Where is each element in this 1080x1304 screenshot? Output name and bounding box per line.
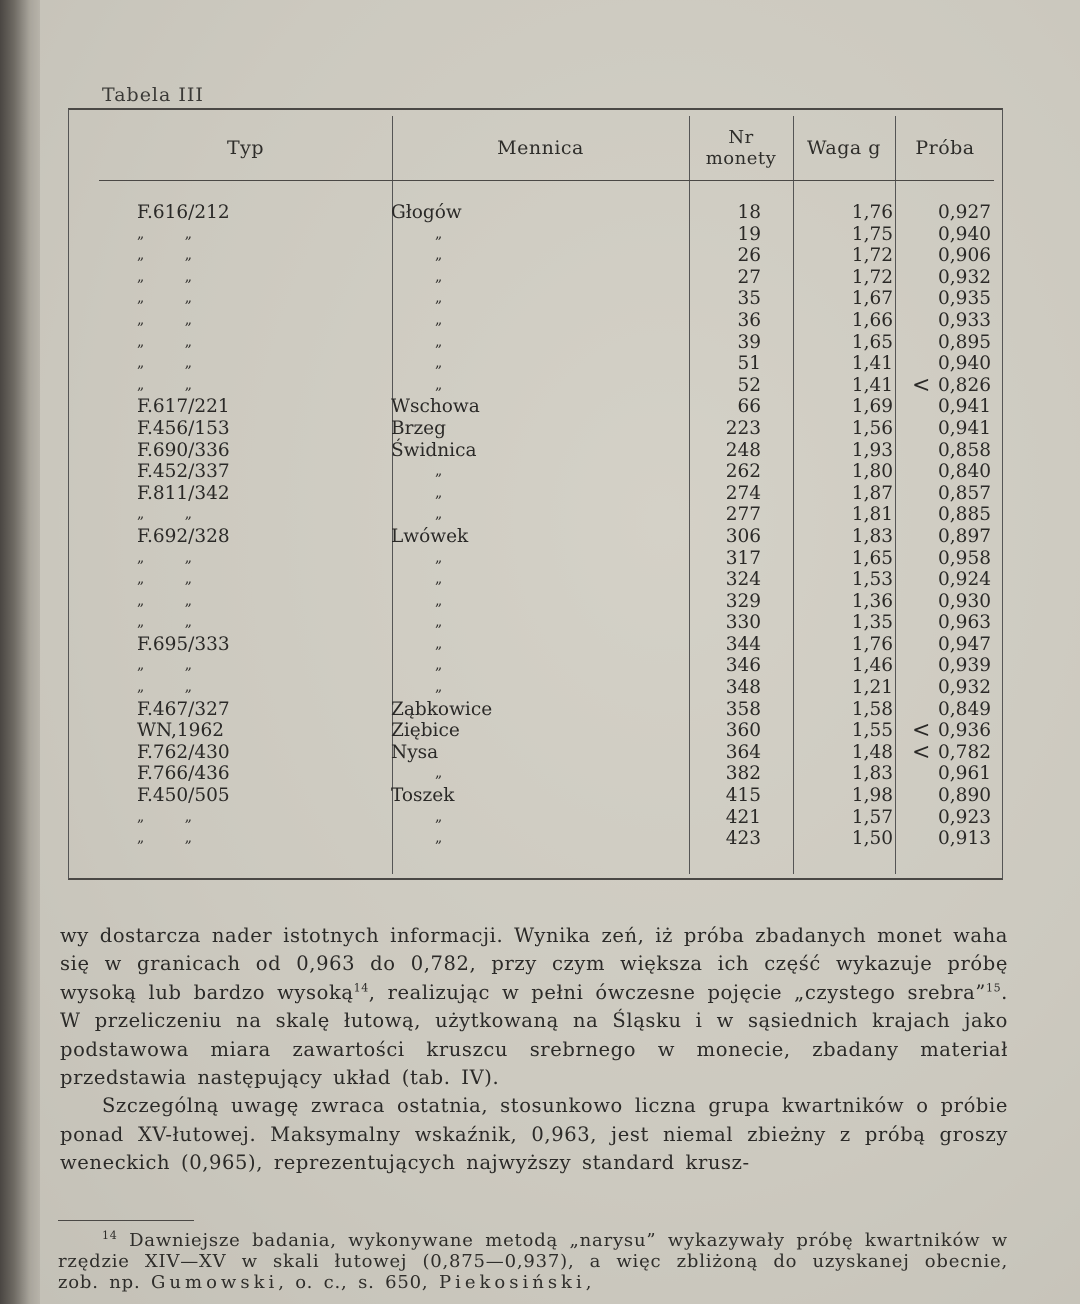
cell-nr-monety: 364: [725, 741, 761, 763]
table-row: [69, 504, 1002, 526]
table-row: [69, 591, 1002, 613]
cell-nr-monety: 262: [725, 461, 761, 483]
cell-mennica: „: [435, 765, 443, 782]
cell-typ: „ „: [137, 311, 210, 328]
cell-proba: 0,840: [938, 461, 991, 483]
table-row: [69, 526, 1002, 548]
cell-mennica: Lwówek: [391, 525, 469, 547]
cell-waga: 1,75: [851, 223, 893, 245]
cell-nr-monety: 382: [725, 763, 761, 785]
cell-nr-monety: 52: [737, 374, 761, 396]
cell-proba: 0,906: [938, 245, 991, 267]
table-row: [69, 372, 1002, 398]
cell-waga: 1,72: [851, 245, 893, 267]
cell-typ: „ „: [137, 247, 210, 264]
cell-nr-monety: 277: [725, 504, 761, 526]
paragraph: Szczególną uwagę zwraca ostatnia, stosunkowo liczna grupa kwartników o próbie ponad XV-łutowej. Maksymalny wskaźnik, 0,963, jest niemal zbieżny z próbą groszy weneckich (0,965), reprezentujących najwyższy standard krusz-: [60, 1094, 1008, 1175]
cell-mennica: „: [435, 290, 443, 307]
cell-typ: „ „: [137, 376, 210, 393]
cell-typ: F.450/505: [137, 785, 230, 807]
cell-proba: 0,933: [938, 309, 991, 331]
cell-waga: 1,67: [851, 288, 893, 310]
cell-waga: 1,65: [851, 331, 893, 353]
cell-proba: 0,958: [938, 547, 991, 569]
cell-nr-monety: 26: [737, 245, 761, 267]
cell-mennica: Brzeg: [391, 417, 446, 439]
cell-nr-monety: 306: [725, 525, 761, 547]
cell-nr-monety: 19: [737, 223, 761, 245]
footnote-number: 14: [102, 1229, 118, 1242]
cell-mennica: „: [435, 376, 443, 393]
cell-typ: „ „: [137, 355, 210, 372]
cell-mennica: „: [435, 463, 443, 480]
table-row: [69, 288, 1002, 310]
cell-mennica: Nysa: [391, 741, 439, 763]
table-row: [69, 353, 1002, 375]
table-row: [69, 763, 1002, 785]
table-row: [69, 418, 1002, 440]
cell-nr-monety: 27: [737, 266, 761, 288]
cell-mennica: Ziębice: [391, 720, 460, 742]
less-than-mark: <: [912, 372, 931, 398]
paragraph-text: , realizując w pełni ówczesne pojęcie „czystego srebra”: [368, 980, 986, 1004]
header-waga: Waga g: [807, 136, 881, 159]
cell-waga: 1,65: [851, 547, 893, 569]
cell-waga: 1,81: [851, 504, 893, 526]
table-caption: Tabela III: [102, 84, 204, 106]
cell-typ: F.616/212: [137, 202, 230, 223]
cell-proba: 0,782: [938, 741, 991, 763]
cell-waga: 1,46: [851, 655, 893, 677]
cell-typ: „ „: [137, 614, 210, 631]
cell-typ: F.456/153: [137, 417, 230, 439]
footnote-rule: [58, 1220, 194, 1221]
cell-mennica: „: [435, 592, 443, 609]
cell-nr-monety: 329: [725, 590, 761, 612]
cell-proba: 0,939: [938, 655, 991, 677]
cell-proba: 0,941: [938, 417, 991, 439]
cell-waga: 1,57: [851, 806, 893, 828]
cell-proba: 0,947: [938, 633, 991, 655]
cell-typ: F.617/221: [137, 396, 230, 418]
cell-proba: 0,924: [938, 569, 991, 591]
body-text: [60, 922, 1008, 1178]
table-row: [69, 440, 1002, 462]
cell-proba: 0,932: [938, 266, 991, 288]
table-row: [69, 396, 1002, 418]
cell-waga: 1,69: [851, 396, 893, 418]
cell-mennica: „: [435, 247, 443, 264]
cell-proba: 0,936: [938, 720, 991, 742]
cell-typ: „ „: [137, 549, 210, 566]
cell-proba: 0,941: [938, 396, 991, 418]
table-row: [69, 655, 1002, 677]
cell-proba: 0,857: [938, 482, 991, 504]
paragraph-text: wy dostarcza nader istotnych informacji. Wynika zeń, iż próba zbadanych monet waha się w granicach od 0,963 do 0,782, przy czym większa ich część wykazuje próbę wysoką lub bardzo wysoką: [60, 924, 1008, 1004]
cell-typ: „ „: [137, 657, 210, 674]
cell-nr-monety: 360: [725, 720, 761, 742]
cell-waga: 1,36: [851, 590, 893, 612]
cell-mennica: Ząbkowice: [391, 698, 493, 720]
cell-proba: 0,932: [938, 677, 991, 699]
table-row: [69, 202, 1002, 224]
cell-mennica: „: [435, 506, 443, 523]
header-nr-line2: monety: [705, 148, 777, 169]
cell-nr-monety: 274: [725, 482, 761, 504]
paragraph: [60, 922, 1008, 1092]
table-row: [69, 699, 1002, 721]
footnote-author: Piekosiński: [438, 1272, 586, 1293]
cell-nr-monety: 423: [725, 828, 761, 850]
cell-mennica: „: [435, 225, 443, 242]
cell-waga: 1,56: [851, 417, 893, 439]
cell-typ: F.467/327: [137, 698, 230, 720]
cell-mennica: „: [435, 679, 443, 696]
cell-proba: 0,961: [938, 763, 991, 785]
table-row: [69, 245, 1002, 267]
table-row: [69, 720, 1002, 742]
cell-typ: „ „: [137, 592, 210, 609]
cell-mennica: Głogów: [391, 202, 462, 223]
cell-waga: 1,80: [851, 461, 893, 483]
cell-waga: 1,83: [851, 525, 893, 547]
cell-mennica: „: [435, 311, 443, 328]
cell-waga: 1,72: [851, 266, 893, 288]
table-row: [69, 461, 1002, 483]
cell-mennica: „: [435, 635, 443, 652]
cell-mennica: „: [435, 830, 443, 847]
cell-mennica: Wschowa: [391, 396, 480, 418]
table-body: [69, 202, 1002, 850]
footnote-author: Gumowski: [151, 1272, 279, 1293]
cell-typ: „ „: [137, 268, 210, 285]
cell-proba: 0,923: [938, 806, 991, 828]
cell-typ: F.452/337: [137, 461, 230, 483]
cell-nr-monety: 35: [737, 288, 761, 310]
cell-waga: 1,55: [851, 720, 893, 742]
cell-proba: 0,935: [938, 288, 991, 310]
cell-nr-monety: 421: [725, 806, 761, 828]
footnote-text: Dawniejsze badania, wykonywane metodą „narysu” wykazywały próbę kwartników w rzędzie XIV—XV w skali łutowej (0,875—0,937), a więc zbliżoną do uzyskanej obecnie, zob. np.: [58, 1230, 1008, 1293]
cell-typ: WN,1962: [137, 720, 224, 742]
cell-proba: 0,858: [938, 439, 991, 461]
cell-mennica: Toszek: [391, 785, 455, 807]
cell-nr-monety: 51: [737, 353, 761, 375]
cell-mennica: „: [435, 571, 443, 588]
cell-typ: F.695/333: [137, 633, 230, 655]
cell-waga: 1,21: [851, 677, 893, 699]
table-row: [69, 569, 1002, 591]
cell-proba: 0,895: [938, 331, 991, 353]
cell-typ: „ „: [137, 808, 210, 825]
table-row: [69, 634, 1002, 656]
cell-typ: „ „: [137, 830, 210, 847]
cell-nr-monety: 248: [725, 439, 761, 461]
less-than-mark: <: [912, 739, 931, 765]
cell-waga: 1,87: [851, 482, 893, 504]
cell-typ: F.811/342: [137, 482, 230, 504]
cell-nr-monety: 324: [725, 569, 761, 591]
cell-typ: „ „: [137, 333, 210, 350]
paragraph-text: . W przeliczeniu na skalę łutową, użytkowaną na Śląsku i w sąsiednich krajach jako podstawowa miara zawartości kruszcu srebrnego w monecie, zbadany materiał przedstawia następujący układ (tab. IV).: [60, 980, 1008, 1090]
table-row: [69, 785, 1002, 807]
cell-waga: 1,98: [851, 785, 893, 807]
table-row: [69, 224, 1002, 246]
cell-nr-monety: 36: [737, 309, 761, 331]
cell-waga: 1,53: [851, 569, 893, 591]
cell-typ: „ „: [137, 290, 210, 307]
table-row: [69, 483, 1002, 505]
cell-proba: 0,927: [938, 202, 991, 223]
cell-mennica: „: [435, 808, 443, 825]
less-than-mark: <: [912, 718, 931, 744]
cell-proba: 0,885: [938, 504, 991, 526]
cell-nr-monety: 348: [725, 677, 761, 699]
header-proba: Próba: [915, 136, 975, 159]
cell-mennica: „: [435, 657, 443, 674]
cell-waga: 1,93: [851, 439, 893, 461]
cell-typ: F.762/430: [137, 741, 230, 763]
cell-waga: 1,76: [851, 202, 893, 223]
cell-waga: 1,76: [851, 633, 893, 655]
cell-mennica: „: [435, 614, 443, 631]
table-row: [69, 267, 1002, 289]
cell-waga: 1,83: [851, 763, 893, 785]
table-row: [69, 332, 1002, 354]
cell-typ: F.692/328: [137, 525, 230, 547]
cell-nr-monety: 346: [725, 655, 761, 677]
cell-waga: 1,35: [851, 612, 893, 634]
cell-waga: 1,41: [851, 353, 893, 375]
footnote-text: ,: [585, 1272, 593, 1293]
cell-typ: „ „: [137, 679, 210, 696]
table-row: [69, 612, 1002, 634]
cell-mennica: „: [435, 333, 443, 350]
cell-proba: 0,849: [938, 698, 991, 720]
cell-proba: 0,930: [938, 590, 991, 612]
cell-nr-monety: 317: [725, 547, 761, 569]
footnote-text: , o. c., s. 650,: [278, 1272, 439, 1293]
cell-nr-monety: 66: [737, 396, 761, 418]
cell-nr-monety: 330: [725, 612, 761, 634]
table-row: [69, 677, 1002, 699]
cell-waga: 1,48: [851, 741, 893, 763]
footnote-ref: 15: [985, 981, 1002, 995]
header-nr-monety: [689, 118, 793, 178]
cell-nr-monety: 18: [737, 202, 761, 223]
coin-table: [68, 108, 1003, 880]
footnote: [58, 1230, 1008, 1293]
cell-nr-monety: 358: [725, 698, 761, 720]
cell-typ: F.690/336: [137, 439, 230, 461]
cell-typ: „ „: [137, 571, 210, 588]
cell-typ: „ „: [137, 506, 210, 523]
cell-nr-monety: 415: [725, 785, 761, 807]
table-row: [69, 739, 1002, 765]
header-nr-line1: Nr: [728, 127, 754, 148]
cell-mennica: Świdnica: [391, 439, 477, 461]
cell-proba: 0,963: [938, 612, 991, 634]
cell-proba: 0,913: [938, 828, 991, 850]
cell-proba: 0,897: [938, 525, 991, 547]
footnote-ref: 14: [353, 981, 369, 995]
cell-waga: 1,58: [851, 698, 893, 720]
header-rule: [99, 180, 994, 181]
table-row: [69, 548, 1002, 570]
cell-mennica: „: [435, 355, 443, 372]
cell-proba: 0,940: [938, 353, 991, 375]
cell-waga: 1,66: [851, 309, 893, 331]
cell-mennica: „: [435, 268, 443, 285]
cell-nr-monety: 223: [725, 417, 761, 439]
cell-mennica: „: [435, 484, 443, 501]
table-row: [69, 807, 1002, 829]
cell-mennica: „: [435, 549, 443, 566]
cell-proba: 0,826: [938, 374, 991, 396]
header-typ: Typ: [226, 136, 265, 159]
header-mennica: Mennica: [497, 136, 584, 159]
cell-nr-monety: 344: [725, 633, 761, 655]
table-row: [69, 828, 1002, 850]
cell-typ: F.766/436: [137, 763, 230, 785]
cell-nr-monety: 39: [737, 331, 761, 353]
cell-waga: 1,41: [851, 374, 893, 396]
cell-typ: „ „: [137, 225, 210, 242]
cell-proba: 0,940: [938, 223, 991, 245]
cell-waga: 1,50: [851, 828, 893, 850]
cell-proba: 0,890: [938, 785, 991, 807]
table-row: [69, 310, 1002, 332]
